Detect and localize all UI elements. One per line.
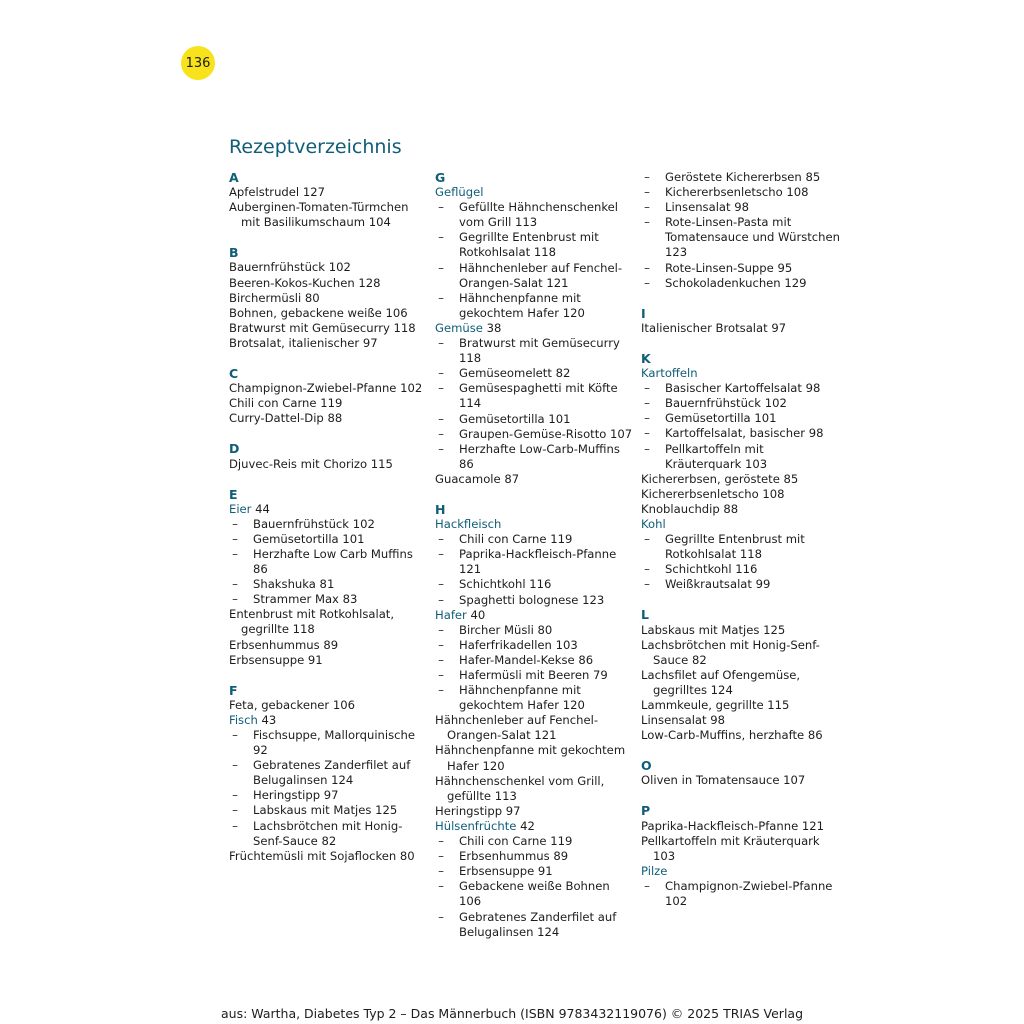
- dash-bullet: –: [438, 336, 444, 351]
- subentry-text: Lachsbrötchen mit Honig-Senf-Sauce 82: [253, 818, 403, 848]
- category-name: Pilze: [641, 863, 668, 878]
- index-entry: Lachsbrötchen mit Honig-Senf-Sauce 82: [641, 637, 820, 667]
- index-subentry: [641, 170, 841, 185]
- subentry-text: Haferfrikadellen 103: [459, 637, 578, 652]
- subentry-text: Gefüllte Hähnchenschenkel vom Grill 113: [459, 200, 618, 230]
- dash-bullet: –: [438, 637, 444, 652]
- index-letter-g: G: [435, 170, 446, 185]
- category-page: 42: [516, 818, 535, 833]
- subentry-text: Hähnchenleber auf Fenchel-Orangen-Salat 121: [459, 260, 623, 290]
- dash-bullet: –: [438, 381, 444, 396]
- index-subentry: [229, 788, 429, 803]
- dash-bullet: –: [644, 185, 650, 200]
- category-name: Kohl: [641, 516, 666, 531]
- subentry-text: Kichererbsenletscho 108: [665, 185, 809, 200]
- dash-bullet: –: [438, 668, 444, 682]
- subentry-text: Graupen-Gemüse-Risotto 107: [459, 426, 633, 441]
- index-subentry: [435, 683, 635, 713]
- subentry-text: Erbsensuppe 91: [459, 864, 553, 879]
- index-entry: Curry-Dattel-Dip 88: [229, 411, 343, 426]
- index-subentry: [435, 849, 635, 864]
- index-entry: Hähnchenschenkel vom Grill, gefüllte 113: [435, 773, 605, 803]
- subentry-text: Shakshuka 81: [253, 577, 335, 592]
- index-subentry: [435, 668, 635, 683]
- index-entry: Brotsalat, italienischer 97: [229, 335, 378, 350]
- dash-bullet: –: [232, 531, 238, 546]
- index-category: [641, 517, 841, 532]
- index-entry: Paprika-Hackfleisch-Pfanne 121: [641, 818, 825, 833]
- subentry-text: Hähnchenpfanne mit gekochtem Hafer 120: [459, 290, 585, 320]
- subentry-text: Spaghetti bolognese 123: [459, 592, 605, 607]
- index-category: [435, 321, 635, 336]
- subentry-text: Rote-Linsen-Suppe 95: [665, 260, 793, 275]
- index-subentry: [435, 412, 635, 427]
- subentry-text: Geröstete Kichererbsen 85: [665, 170, 821, 184]
- subentry-text: Bratwurst mit Gemüsecurry 118: [459, 336, 620, 366]
- index-subentry: [229, 577, 429, 592]
- subentry-text: Erbsenhummus 89: [459, 849, 569, 864]
- index-subentry: [435, 910, 635, 940]
- dash-bullet: –: [644, 275, 650, 290]
- index-subentry: [641, 261, 841, 276]
- dash-bullet: –: [438, 592, 444, 607]
- index-subentry: [435, 547, 635, 577]
- subentry-text: Hähnchenpfanne mit gekochtem Hafer 120: [459, 683, 585, 713]
- dash-bullet: –: [438, 200, 444, 215]
- dash-bullet: –: [438, 652, 444, 667]
- dash-bullet: –: [438, 864, 444, 879]
- index-subentry: [641, 577, 841, 592]
- subentry-text: Hafermüsli mit Beeren 79: [459, 668, 608, 682]
- index-subentry: [435, 200, 635, 230]
- dash-bullet: –: [232, 546, 238, 561]
- subentry-text: Gebackene weiße Bohnen 106: [459, 879, 610, 909]
- subentry-text: Herzhafte Low Carb Muffins 86: [253, 546, 413, 577]
- dash-bullet: –: [438, 909, 444, 924]
- subentry-text: Pellkartoffeln mit Kräuterquark 103: [665, 441, 768, 471]
- subentry-text: Gebratenes Zanderfilet auf Belugalinsen 124: [253, 758, 411, 788]
- index-letter-i: I: [641, 305, 646, 321]
- dash-bullet: –: [232, 818, 238, 833]
- index-letter-d: D: [229, 441, 240, 457]
- dash-bullet: –: [438, 532, 444, 547]
- dash-bullet: –: [644, 381, 650, 396]
- category-name: Eier: [229, 501, 252, 516]
- index-subentry: [229, 517, 429, 532]
- index-subentry: [435, 336, 635, 366]
- subentry-text: Basischer Kartoffelsalat 98: [665, 381, 821, 396]
- subentry-text: Gebratenes Zanderfilet auf Belugalinsen 124: [459, 909, 617, 939]
- subentry-text: Schokoladenkuchen 129: [665, 275, 807, 290]
- subentry-text: Weißkrautsalat 99: [665, 577, 771, 592]
- index-subentry: [229, 758, 429, 788]
- index-letter-b: B: [229, 245, 239, 261]
- index-category: [641, 864, 841, 879]
- subentry-text: Linsensalat 98: [665, 200, 750, 215]
- category-page: 44: [251, 501, 270, 516]
- subentry-text: Gemüsetortilla 101: [665, 411, 777, 426]
- dash-bullet: –: [438, 879, 444, 894]
- index-entry: Chili con Carne 119: [229, 396, 343, 411]
- subentry-text: Bauernfrühstück 102: [253, 516, 375, 531]
- index-entry: Oliven in Tomatensauce 107: [641, 773, 806, 788]
- dash-bullet: –: [438, 683, 444, 698]
- dash-bullet: –: [644, 170, 650, 184]
- index-subentry: [641, 562, 841, 577]
- index-entry: Auberginen-Tomaten-Türmchen mit Basilikumschaum 104: [229, 200, 409, 230]
- dash-bullet: –: [438, 411, 444, 426]
- index-subentry: [641, 411, 841, 426]
- subentry-text: Gegrillte Entenbrust mit Rotkohlsalat 118: [665, 532, 805, 562]
- index-entry: Pellkartoffeln mit Kräuterquark 103: [641, 833, 820, 863]
- category-page: 40: [466, 607, 486, 622]
- index-subentry: [435, 864, 635, 879]
- index-entry: Linsensalat 98: [641, 713, 726, 728]
- page-title: Rezeptverzeichnis: [229, 136, 402, 158]
- index-entry: Lammkeule, gegrillte 115: [641, 698, 790, 712]
- dash-bullet: –: [644, 562, 650, 577]
- subentry-text: Bircher Müsli 80: [459, 622, 553, 637]
- index-category: [641, 366, 841, 381]
- index-entry: Birchermüsli 80: [229, 290, 320, 305]
- subentry-text: Rote-Linsen-Pasta mit Tomatensauce und Würstchen 123: [665, 215, 841, 260]
- index-subentry: [641, 879, 841, 909]
- dash-bullet: –: [438, 260, 444, 275]
- index-category: [435, 608, 635, 623]
- index-letter-a: A: [229, 170, 239, 185]
- index-entry: Kichererbsenletscho 108: [641, 486, 785, 501]
- index-subentry: [641, 276, 841, 291]
- index-letter-o: O: [641, 758, 652, 774]
- page-number-badge: [181, 46, 215, 80]
- index-category: [229, 713, 429, 728]
- index-letter-c: C: [229, 366, 239, 382]
- index-subentry: [435, 261, 635, 291]
- dash-bullet: –: [644, 200, 650, 215]
- category-page: 38: [482, 320, 502, 335]
- index-letter-f: F: [229, 682, 238, 698]
- subentry-text: Heringstipp 97: [253, 788, 339, 803]
- index-subentry: [229, 803, 429, 818]
- index-entry: Djuvec-Reis mit Chorizo 115: [229, 456, 393, 471]
- subentry-text: Schichtkohl 116: [665, 562, 758, 577]
- index-letter-l: L: [641, 607, 649, 623]
- index-column-1: [229, 170, 429, 864]
- index-entry: Guacamole 87: [435, 471, 520, 486]
- index-category: [435, 819, 635, 834]
- index-subentry: [641, 532, 841, 562]
- index-subentry: [641, 426, 841, 441]
- index-subentry: [435, 834, 635, 849]
- dash-bullet: –: [438, 849, 444, 864]
- index-subentry: [435, 623, 635, 638]
- index-subentry: [229, 547, 429, 577]
- dash-bullet: –: [438, 230, 444, 245]
- index-subentry: [435, 291, 635, 321]
- dash-bullet: –: [644, 260, 650, 275]
- subentry-text: Gegrillte Entenbrust mit Rotkohlsalat 118: [459, 230, 599, 260]
- index-subentry: [435, 653, 635, 668]
- index-letter-k: K: [641, 350, 651, 366]
- index-entry: Labskaus mit Matjes 125: [641, 622, 786, 637]
- index-entry: Erbsensuppe 91: [229, 652, 323, 667]
- index-entry: Hähnchenleber auf Fenchel-Orangen-Salat 121: [435, 713, 599, 743]
- dash-bullet: –: [232, 592, 238, 607]
- subentry-text: Hafer-Mandel-Kekse 86: [459, 652, 594, 667]
- dash-bullet: –: [232, 577, 238, 592]
- index-subentry: [229, 532, 429, 547]
- index-column-2: [435, 170, 635, 940]
- index-category: [435, 185, 635, 200]
- index-subentry: [435, 593, 635, 608]
- index-entry: Bohnen, gebackene weiße 106: [229, 305, 408, 320]
- category-name: Hülsenfrüchte: [435, 818, 517, 833]
- subentry-text: Gemüsespaghetti mit Köfte 114: [459, 381, 618, 411]
- dash-bullet: –: [644, 878, 650, 893]
- index-entry: Entenbrust mit Rotkohlsalat, gegrillte 118: [229, 607, 395, 637]
- category-name: Kartoffeln: [641, 366, 698, 381]
- index-entry: Bratwurst mit Gemüsecurry 118: [229, 320, 416, 335]
- index-entry: Bauernfrühstück 102: [229, 260, 351, 275]
- dash-bullet: –: [438, 577, 444, 592]
- index-subentry: [641, 442, 841, 472]
- subentry-text: Bauernfrühstück 102: [665, 396, 787, 411]
- index-subentry: [641, 215, 841, 260]
- index-column-3: [641, 170, 841, 909]
- dash-bullet: –: [644, 577, 650, 592]
- index-letter-e: E: [229, 486, 238, 502]
- dash-bullet: –: [438, 290, 444, 305]
- index-subentry: [229, 819, 429, 849]
- dash-bullet: –: [438, 547, 444, 562]
- index-entry: Hähnchenpfanne mit gekochtem Hafer 120: [435, 743, 626, 773]
- dash-bullet: –: [438, 366, 444, 381]
- subentry-text: Schichtkohl 116: [459, 577, 552, 592]
- subentry-text: Gemüsetortilla 101: [253, 531, 365, 546]
- index-entry: Kichererbsen, geröstete 85: [641, 471, 799, 486]
- subentry-text: Champignon-Zwiebel-Pfanne 102: [665, 878, 833, 909]
- index-subentry: [435, 381, 635, 411]
- subentry-text: Labskaus mit Matjes 125: [253, 803, 398, 818]
- index-subentry: [435, 638, 635, 653]
- index-entry: Apfelstrudel 127: [229, 185, 325, 200]
- index-subentry: [229, 728, 429, 758]
- index-subentry: [641, 200, 841, 215]
- index-subentry: [641, 396, 841, 411]
- dash-bullet: –: [232, 516, 238, 531]
- footer-credit: aus: Wartha, Diabetes Typ 2 – Das Männerbuch (ISBN 9783432119076) © 2025 TRIAS Verlag: [220, 1006, 804, 1021]
- subentry-text: Chili con Carne 119: [459, 834, 573, 849]
- index-category: [229, 502, 429, 517]
- category-page: 43: [257, 712, 277, 727]
- subentry-text: Chili con Carne 119: [459, 532, 573, 547]
- index-entry: Erbsenhummus 89: [229, 637, 339, 652]
- index-subentry: [641, 381, 841, 396]
- index-entry: Beeren-Kokos-Kuchen 128: [229, 275, 381, 290]
- index-entry: Heringstipp 97: [435, 803, 521, 818]
- index-entry: Früchtemüsli mit Sojaflocken 80: [229, 848, 415, 863]
- category-name: Hackfleisch: [435, 517, 502, 532]
- dash-bullet: –: [644, 426, 650, 441]
- subentry-text: Gemüsetortilla 101: [459, 411, 571, 426]
- dash-bullet: –: [438, 426, 444, 441]
- dash-bullet: –: [438, 622, 444, 637]
- index-entry: Champignon-Zwiebel-Pfanne 102: [229, 381, 423, 396]
- index-category: [435, 517, 635, 532]
- dash-bullet: –: [232, 803, 238, 818]
- dash-bullet: –: [644, 532, 650, 547]
- index-subentry: [435, 427, 635, 442]
- page-number: 136: [185, 55, 211, 71]
- index-subentry: [435, 577, 635, 592]
- category-name: Gemüse: [435, 320, 483, 335]
- dash-bullet: –: [644, 215, 650, 230]
- dash-bullet: –: [232, 728, 238, 742]
- index-subentry: [229, 592, 429, 607]
- subentry-text: Kartoffelsalat, basischer 98: [665, 426, 824, 441]
- index-entry: Low-Carb-Muffins, herzhafte 86: [641, 728, 823, 743]
- subentry-text: Fischsuppe, Mallorquinische 92: [253, 728, 416, 758]
- index-subentry: [435, 442, 635, 472]
- index-subentry: [435, 879, 635, 909]
- dash-bullet: –: [438, 834, 444, 849]
- dash-bullet: –: [232, 788, 238, 803]
- index-letter-h: H: [435, 501, 446, 517]
- index-entry: Lachsfilet auf Ofengemüse, gegrilltes 124: [641, 667, 801, 697]
- dash-bullet: –: [438, 441, 444, 456]
- index-subentry: [435, 230, 635, 260]
- category-name: Fisch: [229, 712, 258, 727]
- category-name: Hafer: [435, 607, 467, 622]
- index-subentry: [435, 366, 635, 381]
- index-entry: Feta, gebackener 106: [229, 697, 356, 712]
- subentry-text: Paprika-Hackfleisch-Pfanne 121: [459, 547, 617, 577]
- dash-bullet: –: [232, 758, 238, 773]
- index-subentry: [435, 532, 635, 547]
- subentry-text: Herzhafte Low-Carb-Muffins 86: [459, 441, 620, 471]
- subentry-text: Strammer Max 83: [253, 592, 358, 607]
- dash-bullet: –: [644, 396, 650, 411]
- index-subentry: [641, 185, 841, 200]
- index-letter-p: P: [641, 803, 651, 819]
- dash-bullet: –: [644, 411, 650, 426]
- index-entry: Italienischer Brotsalat 97: [641, 320, 787, 335]
- subentry-text: Gemüseomelett 82: [459, 366, 571, 381]
- category-name: Geflügel: [435, 185, 484, 200]
- dash-bullet: –: [644, 441, 650, 456]
- index-entry: Knoblauchdip 88: [641, 501, 739, 516]
